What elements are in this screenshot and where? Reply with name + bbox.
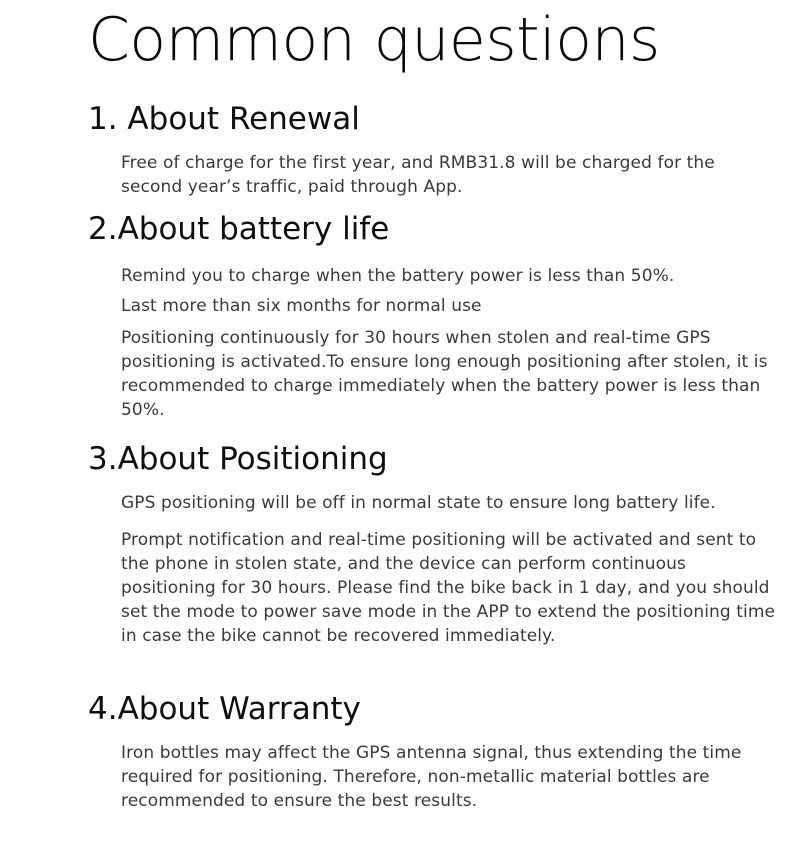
battery-reminder-paragraph: Remind you to charge when the battery power is less than 50%. — [121, 266, 675, 286]
positioning-stolen-paragraph: Prompt notification and real-time positioning will be activated and sent to the phone in stolen state, and the device can perform continuous positioning for 30 hours. Please find the bike back in 1 day, and you should set the mode to power save mode in the APP to extend the positioning time in case the bike cannot be recovered immediately. — [121, 530, 776, 646]
positioning-normal-paragraph: GPS positioning will be off in normal state to ensure long battery life. — [121, 493, 716, 513]
section-heading-warranty: 4.About Warranty — [88, 691, 361, 727]
renewal-paragraph: Free of charge for the first year, and RMB31.8 will be charged for the second year’s traffic, paid through App. — [121, 153, 715, 197]
section-heading-positioning: 3.About Positioning — [88, 441, 388, 477]
warranty-paragraph: Iron bottles may affect the GPS antenna signal, thus extending the time required for positioning. Therefore, non-metallic material bottles are recommended to ensure the best results. — [121, 743, 742, 811]
section-heading-renewal: 1. About Renewal — [88, 101, 360, 137]
section-heading-battery-life: 2.About battery life — [88, 211, 390, 247]
battery-positioning-paragraph: Positioning continuously for 30 hours when stolen and real-time GPS positioning is activated.To ensure long enough positioning after stolen, it is recommended to charge immediately when the battery power is less than 50%. — [121, 328, 768, 420]
page-title: Common questions — [88, 5, 660, 75]
battery-duration-paragraph: Last more than six months for normal use — [121, 296, 482, 316]
